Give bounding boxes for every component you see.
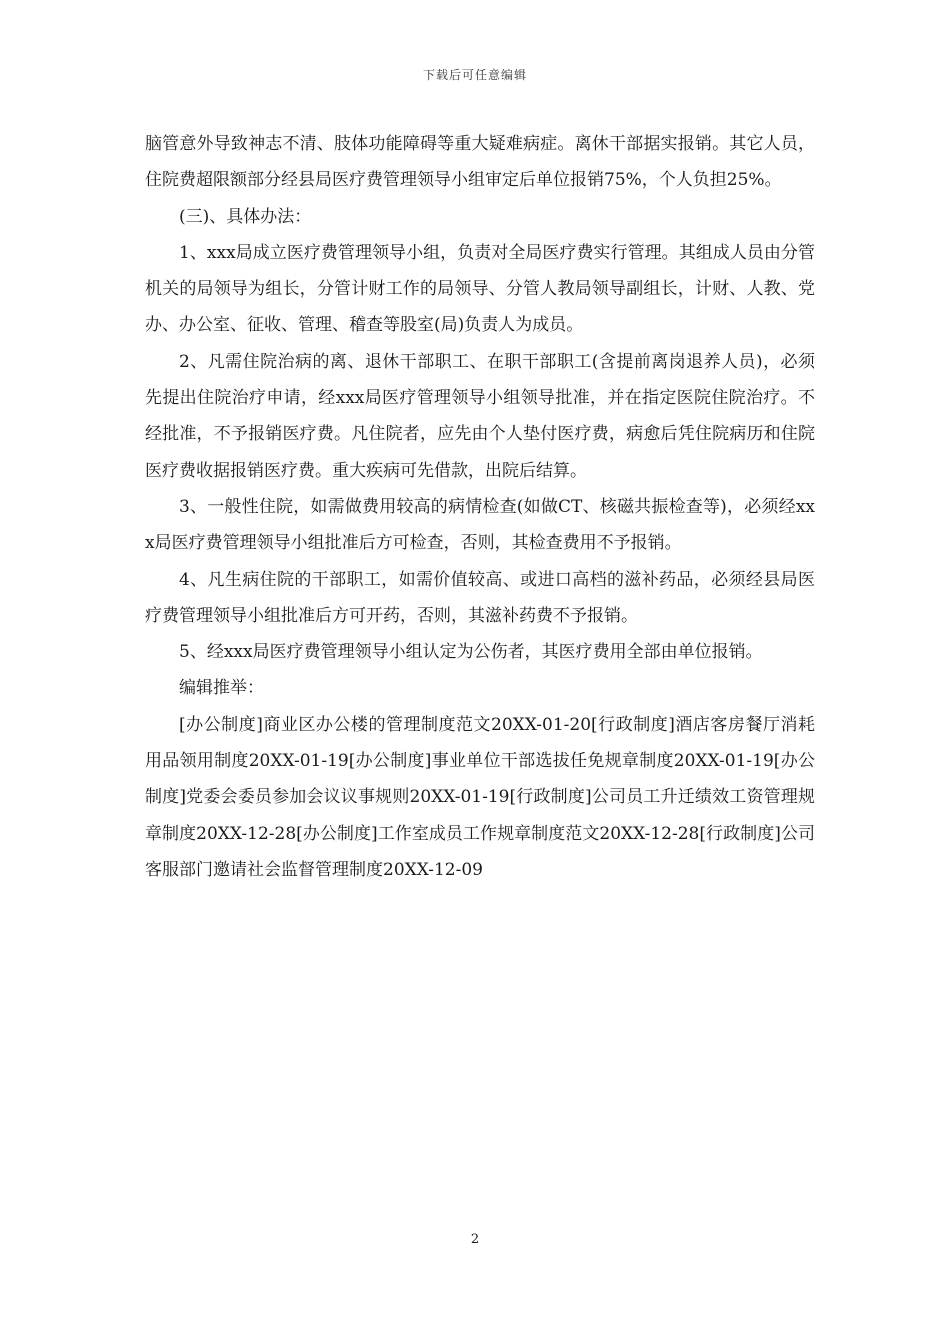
paragraph-item-5: 5、经xxx局医疗费管理领导小组认定为公伤者，其医疗费用全部由单位报销。	[179, 642, 763, 663]
recommendations-heading: 编辑推举：	[179, 678, 264, 699]
page-header: 下载后可任意编辑	[422, 68, 527, 82]
recommendations-list: [办公制度]商业区办公楼的管理制度范文20XX-01-20[行政制度]酒店客房餐厅消耗用品领用制度20XX-01-19[办公制度]事业单位干部选拔任免规章制度20XX-01-19[办公制度]党委会委员参加会议议事规则20XX-01-19[行政制度]公司员工升迁绩效工资管理规章制度20XX-12-28[办公制度]工作室成员工作规章制度范文20XX-12-28[行政制度]公司客服部门邀请社会监督管理制度20XX-12-09	[145, 714, 815, 880]
paragraph-item-3: 3、一般性住院，如需做费用较高的病情检查(如做CT、核磁共振检查等)，必须经xxx局医疗费管理领导小组批准后方可检查，否则，其检查费用不予报销。	[145, 496, 815, 554]
paragraph-item-1: 1、xxx局成立医疗费管理领导小组，负责对全局医疗费实行管理。其组成人员由分管机关的局领导为组长，分管计财工作的局领导、分管人教局领导副组长，计财、人教、党办、办公室、征收、管理、稽查等股室(局)负责人为成员。	[145, 242, 815, 336]
paragraph-item-2: 2、凡需住院治病的离、退休干部职工、在职干部职工(含提前离岗退养人员)，必须先提出住院治疗申请，经xxx局医疗管理领导小组领导批准，并在指定医院住院治疗。不经批准，不予报销医疗费。凡住院者，应先由个人垫付医疗费，病愈后凭住院病历和住院医疗费收据报销医疗费。重大疾病可先借款，出院后结算。	[145, 351, 815, 481]
document-body	[145, 126, 815, 888]
page-number: 2	[470, 1232, 480, 1247]
paragraph-continuation: 脑管意外导致神志不清、肢体功能障碍等重大疑难病症。离休干部据实报销。其它人员，住院费超限额部分经县局医疗费管理领导小组审定后单位报销75%，个人负担25%。	[145, 134, 815, 191]
section-heading-specific-measures: (三)、具体办法：	[179, 206, 312, 227]
paragraph-item-4: 4、凡生病住院的干部职工，如需价值较高、或进口高档的滋补药品，必须经县局医疗费管理领导小组批准后方可开药，否则，其滋补药费不予报销。	[145, 569, 815, 626]
